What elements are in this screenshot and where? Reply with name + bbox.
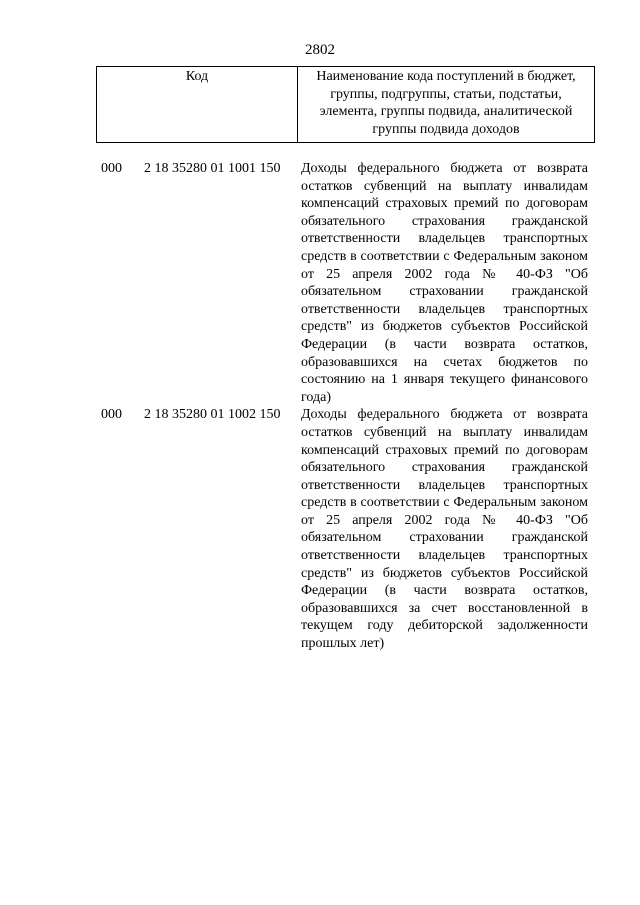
income-code-list xyxy=(0,160,640,653)
income-description: Доходы федерального бюджета от возврата остатков субвенций на выплату инвалидам компенсаций страховых премий по договорам обязательного страхования гражданской ответственности владельцев транспортных средств в соответствии с Федеральным законом от 25 апреля 2002 года № 40-ФЗ "Об обязательном страховании гражданской ответственности владельцев транспортных средств" из бюджетов субъектов Российской Федерации (в части возврата остатков, образовавшихся на счетах бюджетов по состоянию на 1 января текущего финансового года) xyxy=(301,161,588,405)
admin-code: 000 xyxy=(101,161,122,176)
header-table xyxy=(96,66,595,143)
code-column-header: Код xyxy=(97,67,298,143)
income-description: Доходы федерального бюджета от возврата остатков субвенций на выплату инвалидам компенсаций страховых премий по договорам обязательного страхования гражданской ответственности владельцев транспортных средств в соответствии с Федеральным законом от 25 апреля 2002 года № 40-ФЗ "Об обязательном страховании гражданской ответственности владельцев транспортных средств" из бюджетов субъектов Российской Федерации (в части возврата остатков, образовавшихся за счет восстановленной в текущем году дебиторской задолженности прошлых лет) xyxy=(301,407,588,652)
table-row xyxy=(0,160,640,406)
page-number: 2802 xyxy=(305,42,335,58)
name-column-header: Наименование кода поступлений в бюджет, группы, подгруппы, статьи, подстатьи, элемента, группы подвида, аналитической группы подвида доходов xyxy=(298,67,595,143)
table-row xyxy=(0,406,640,652)
income-code: 2 18 35280 01 1002 150 xyxy=(144,407,281,423)
header-row xyxy=(97,67,595,143)
income-code: 2 18 35280 01 1001 150 xyxy=(144,161,281,176)
admin-code: 000 xyxy=(101,407,122,423)
